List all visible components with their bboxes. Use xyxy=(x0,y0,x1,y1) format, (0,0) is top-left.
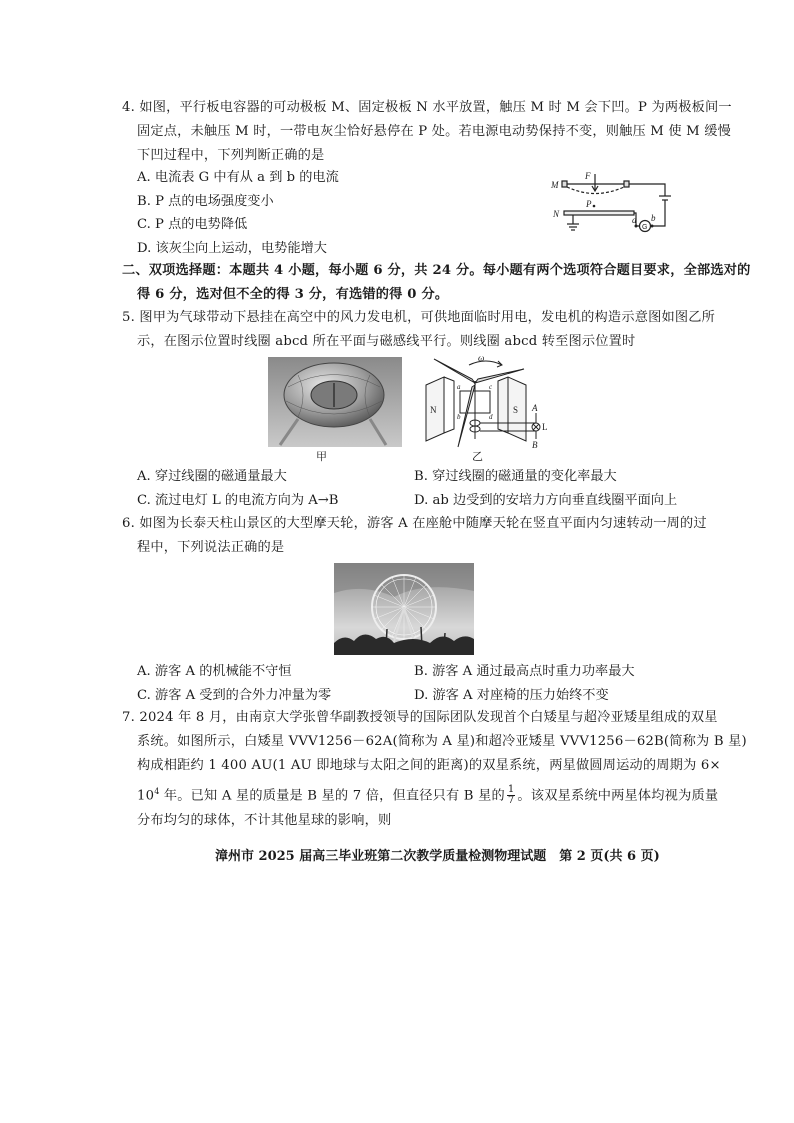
page-footer: 漳州市 2025 届高三毕业班第二次教学质量检测物理试题 第 2 页(共 6 页) xyxy=(215,849,660,864)
q5-option-c: C. 流过电灯 L 的电流方向为 A→B xyxy=(137,493,339,508)
q6-stem-line-2: 程中，下列说法正确的是 xyxy=(137,540,285,555)
q7-line-4-mid: 年。已知 A 星的质量是 B 星的 7 倍，但直径只有 B 星的 xyxy=(159,788,505,804)
caption-jia: 甲 xyxy=(316,450,327,463)
blade-3 xyxy=(458,385,475,447)
label-coil-d: d xyxy=(489,413,493,421)
q4-option-b: B. P 点的电场强度变小 xyxy=(137,194,274,209)
q6-option-b: B. 游客 A 通过最高点时重力功率最大 xyxy=(414,664,635,679)
label-omega: ω xyxy=(478,353,485,363)
plate-m-right-support xyxy=(624,181,629,187)
q7-line-1: 7. 2024 年 8 月，由南京大学张曾华副教授领导的国际团队发现首个白矮星与超冷亚矮星组成的双星 xyxy=(122,710,718,725)
label-a-terminal: A xyxy=(532,403,538,413)
q4-stem-line-1: 4. 如图，平行板电容器的可动极板 M、固定极板 N 水平放置，触压 M 时 M 会下凹。P 为两极板间一 xyxy=(122,100,732,115)
q7-line-3: 构成相距约 1 400 AU(1 AU 即地球与太阳之间的距离)的双星系统，两星做圆周运动的周期为 6× xyxy=(137,758,721,773)
label-f: F xyxy=(585,171,591,181)
label-coil-c: c xyxy=(489,383,493,391)
rotation-arc xyxy=(469,361,502,365)
label-coil-b: b xyxy=(457,413,461,421)
q4-option-c: C. P 点的电势降低 xyxy=(137,217,248,232)
q4-option-a: A. 电流表 G 中有从 a 到 b 的电流 xyxy=(137,170,339,185)
label-n: N xyxy=(553,209,560,219)
q4-stem-line-2: 固定点，未触压 M 时，一带电灰尘恰好悬停在 P 处。若电源电动势保持不变，则触压 M 使 M 缓慢 xyxy=(137,124,732,139)
label-m: M xyxy=(551,180,559,190)
q5-option-a: A. 穿过线圈的磁通量最大 xyxy=(137,469,287,484)
node-b xyxy=(651,225,654,228)
label-coil-a: a xyxy=(457,383,461,391)
fraction-one-seventh xyxy=(507,785,516,806)
section2-heading-line-1: 二、双项选择题：本题共 4 小题，每小题 6 分，共 24 分。每小题有两个选项符合题目要求，全部选对的 xyxy=(122,263,751,278)
label-b-terminal: B xyxy=(532,440,538,449)
fraction-denominator: 7 xyxy=(507,795,515,807)
q7-exp-power: 4 xyxy=(154,787,160,796)
fraction-numerator: 1 xyxy=(507,784,515,796)
q5-stem-line-2: 示，在图示位置时线圈 abcd 所在平面与磁感线平行。则线圈 abcd 转至图示位置时 xyxy=(137,334,636,349)
generator-schematic-figure xyxy=(414,353,564,449)
label-s: S xyxy=(513,405,519,415)
q6-option-d: D. 游客 A 对座椅的压力始终不变 xyxy=(414,688,609,703)
balloon-generator-photo xyxy=(268,357,402,447)
q5-stem-line-1: 5. 图甲为气球带动下悬挂在高空中的风力发电机，可供地面临时用电，发电机的构造示意图如图乙所 xyxy=(122,310,716,325)
label-n: N xyxy=(430,405,437,415)
q4-option-d: D. 该灰尘向上运动，电势能增大 xyxy=(137,241,327,256)
magnet-n-face xyxy=(444,377,454,433)
label-l: L xyxy=(542,422,548,432)
q7-line-4-post: 。该双星系统中两星体均视为质量 xyxy=(517,788,719,804)
plate-n xyxy=(564,211,634,215)
q4-stem-line-3: 下凹过程中，下列判断正确的是 xyxy=(137,148,325,163)
q7-line-4 xyxy=(137,783,718,806)
label-p: P xyxy=(586,199,592,209)
q6-stem-line-1: 6. 如图为长泰天柱山景区的大型摩天轮，游客 A 在座舱中随摩天轮在竖直平面内匀速转动一周的过 xyxy=(122,516,707,531)
caption-yi: 乙 xyxy=(472,450,483,463)
q6-option-a: A. 游客 A 的机械能不守恒 xyxy=(137,664,292,679)
ferris-wheel-photo xyxy=(334,563,474,655)
q5-option-d: D. ab 边受到的安培力方向垂直线圈平面向上 xyxy=(414,493,678,508)
label-a: a xyxy=(632,215,637,225)
q7-line-2: 系统。如图所示，白矮星 VVV1256－62A(简称为 A 星)和超冷亚矮星 VVV1256－62B(简称为 B 星) xyxy=(137,734,747,749)
wire-top xyxy=(629,184,665,196)
q7-exp-base: 10 xyxy=(137,788,155,804)
q5-option-b: B. 穿过线圈的磁通量的变化率最大 xyxy=(414,469,617,484)
q6-option-c: C. 游客 A 受到的合外力冲量为零 xyxy=(137,688,332,703)
q7-line-5: 分布均匀的球体，不计其他星球的影响，则 xyxy=(137,813,392,828)
capacitor-circuit-figure xyxy=(548,166,673,238)
label-b: b xyxy=(651,213,656,223)
point-p xyxy=(593,205,596,208)
section2-heading-line-2: 得 6 分，选对但不全的得 3 分，有选错的得 0 分。 xyxy=(137,287,449,302)
label-g: G xyxy=(642,224,648,231)
plate-m-left-support xyxy=(562,181,567,187)
